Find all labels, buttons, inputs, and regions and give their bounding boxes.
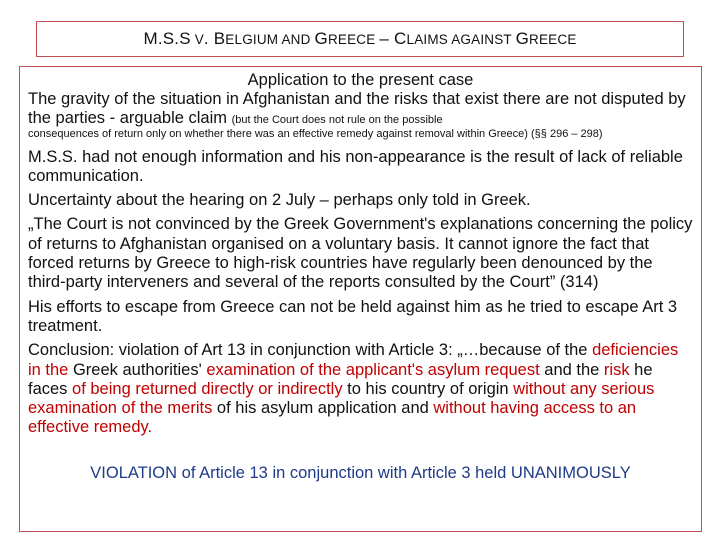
- conclusion-text: he faces: [28, 360, 653, 398]
- verdict-line: VIOLATION of Article 13 in conjunction with Article 3 held UNANIMOUSLY: [90, 463, 631, 482]
- paragraph-communication: M.S.S. had not enough information and his non-appearance is the result of lack of reliable communication.: [28, 147, 683, 185]
- title-part: LAIMS AGAINST: [406, 32, 516, 47]
- conclusion-highlight: examination of the applicant's asylum request: [206, 360, 545, 379]
- footnote-block: consequences of return only on whether there was an effective remedy against removal within Greece) (§§ 296 – 298): [28, 127, 603, 140]
- slide-title: [143, 29, 576, 49]
- paragraph-conclusion: [28, 341, 693, 437]
- title-part: ELGIUM AND: [225, 32, 315, 47]
- title-part: V: [190, 32, 204, 47]
- conclusion-highlight: without any serious examination of the merits: [28, 379, 655, 418]
- conclusion-text: to his country of origin: [347, 379, 514, 398]
- conclusion-highlight: of being returned directly or indirectly: [72, 379, 348, 398]
- conclusion-highlight: without having access to an effective remedy.: [28, 399, 637, 437]
- conclusion-highlight: deficiencies in the: [28, 341, 679, 379]
- conclusion-text: and the: [544, 360, 604, 379]
- title-part: – C: [379, 29, 407, 48]
- title-part: . B: [203, 29, 226, 48]
- conclusion-highlight: risk: [603, 360, 635, 379]
- conclusion-text: Greek authorities': [72, 360, 207, 379]
- title-part: M.S.S: [143, 29, 191, 48]
- title-part: REECE: [529, 32, 577, 47]
- title-part: G: [314, 29, 328, 48]
- paragraph-quote: „The Court is not convinced by the Greek Government's explanations concerning the policy of returns to Afghanistan organised on a voluntary basis. It cannot ignore the fact that forced returns by Greece to high-risk countries have regularly been denounced by the third-party interveners and several of the reports consulted by the Court” (314): [28, 215, 693, 292]
- paragraph-text: The gravity of the situation in Afghanistan and the risks that exist there are not disputed by the parties - arguable claim: [28, 90, 686, 128]
- content-box: [19, 66, 702, 532]
- title-box: [36, 21, 684, 57]
- footnote-inline: (but the Court does not rule on the possible: [231, 114, 443, 127]
- title-part: REECE: [327, 32, 380, 47]
- paragraph-gravity: [28, 90, 693, 129]
- conclusion-text: Conclusion: violation of Art 13 in conjunction with Article 3: „…because of the: [28, 341, 593, 360]
- conclusion-text: of his asylum application and: [216, 399, 434, 418]
- paragraph-hearing: Uncertainty about the hearing on 2 July – perhaps only told in Greek.: [28, 191, 531, 210]
- section-heading: Application to the present case: [247, 71, 474, 89]
- title-part: G: [515, 29, 530, 48]
- paragraph-escape: His efforts to escape from Greece can not be held against him as he tried to escape Art 3 treatment.: [28, 297, 678, 335]
